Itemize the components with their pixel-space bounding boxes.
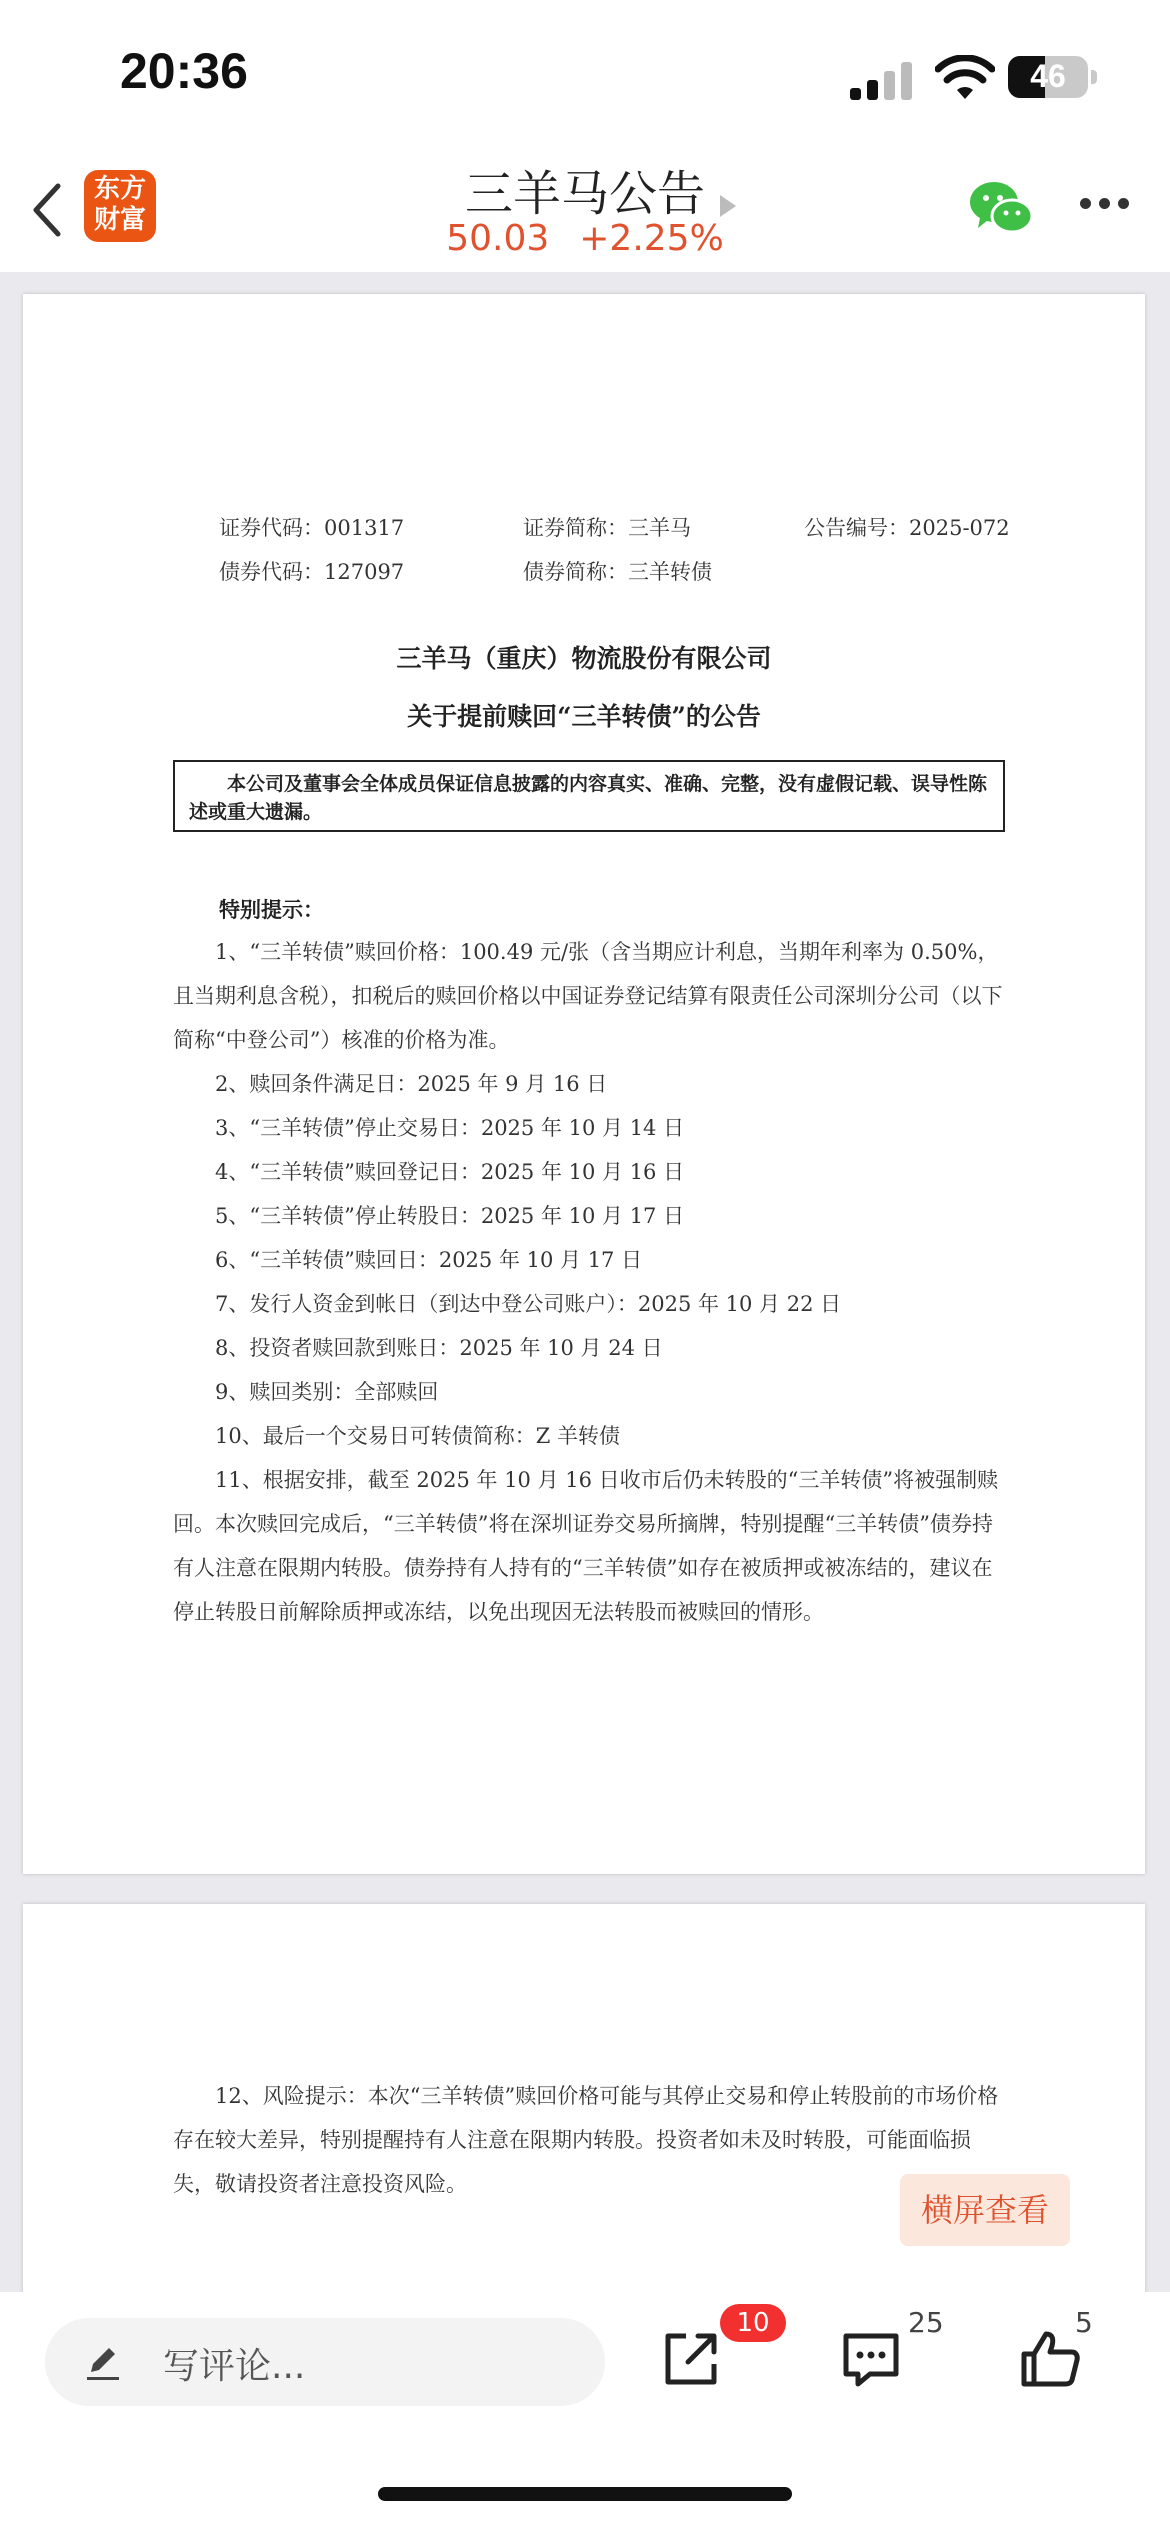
battery-tip [1091,70,1097,84]
notice-items [173,930,1005,1634]
status-time: 20:36 [120,43,248,99]
comment-count: 25 [908,2306,944,2339]
document-viewer[interactable] [0,272,1170,2292]
stock-change: +2.25% [579,218,724,259]
nav-bar [0,150,1170,270]
bond-abbr: 债券简称：三羊转债 [523,560,712,584]
share-icon[interactable] [660,2328,722,2390]
home-indicator[interactable] [378,2487,792,2501]
notice-item: 1、“三羊转债”赎回价格：100.49 元/张（含当期应计利息，当期年利率为 0.50%，且当期利息含税），扣税后的赎回价格以中国证券登记结算有限责任公司深圳分公司（以下简称“中登公司”）核准的价格为准。 [173,940,1003,1052]
more-icon[interactable] [1080,198,1130,212]
notice-item: 3、“三羊转债”停止交易日：2025 年 10 月 14 日 [215,1116,685,1140]
declaration-box: 本公司及董事会全体成员保证信息披露的内容真实、准确、完整，没有虚假记载、误导性陈述或重大遗漏。 [173,760,1005,832]
announcement-title: 关于提前赎回“三羊转债”的公告 [407,702,761,731]
notice-item: 10、最后一个交易日可转债简称：Z 羊转债 [215,1424,620,1448]
special-notice-heading: 特别提示： [219,897,324,922]
like-count: 5 [1075,2306,1093,2339]
company-name: 三羊马（重庆）物流股份有限公司 [396,644,772,673]
stock-code: 证券代码：001317 [219,516,405,540]
notice-item: 2、赎回条件满足日：2025 年 9 月 16 日 [215,1072,608,1096]
battery-icon [1008,56,1088,98]
notice-item: 6、“三羊转债”赎回日：2025 年 10 月 17 日 [215,1248,643,1272]
risk-notice [173,2074,1005,2206]
document-page-1 [23,294,1145,1874]
notice-item: 11、根据安排，截至 2025 年 10 月 16 日收市后仍未转股的“三羊转债”将被强制赎回。本次赎回完成后，“三羊转债”将在深圳证券交易所摘牌，特别提醒“三羊转债”债券持有人注意在限期内转股。债券持有人持有的“三羊转债”如存在被质押或被冻结的，建议在停止转股日前解除质押或冻结，以免出现因无法转股而被赎回的情形。 [173,1468,999,1624]
triangle-right-icon[interactable] [720,195,736,217]
notice-item: 12、风险提示：本次“三羊转债”赎回价格可能与其停止交易和停止转股前的市场价格存在较大差异，特别提醒持有人注意在限期内转股。投资者如未及时转股，可能面临损失，敬请投资者注意投资风险。 [173,2084,999,2196]
signal-icon [850,60,920,100]
notice-item: 7、发行人资金到帐日（到达中登公司账户）：2025 年 10 月 22 日 [215,1292,842,1316]
wifi-icon [935,55,995,101]
pencil-icon [83,2342,123,2382]
comment-input[interactable] [45,2318,605,2406]
notice-item: 4、“三羊转债”赎回登记日：2025 年 10 月 16 日 [215,1160,685,1184]
page-title[interactable]: 三羊马公告 [464,166,705,222]
bond-code: 债券代码：127097 [219,560,405,584]
notice-item: 8、投资者赎回款到账日：2025 年 10 月 24 日 [215,1336,663,1360]
notice-item: 5、“三羊转债”停止转股日：2025 年 10 月 17 日 [215,1204,685,1228]
battery-percent: 46 [1030,58,1066,94]
notice-number: 公告编号：2025-072 [804,516,1010,540]
comment-placeholder: 写评论... [163,2346,306,2387]
status-bar [0,0,1170,150]
stock-abbr: 证券简称：三羊马 [523,516,691,540]
stock-price: 50.03 [446,218,550,259]
wechat-share-icon[interactable] [968,178,1034,238]
logo-line2: 财富 [93,205,146,235]
comment-icon[interactable] [840,2328,902,2390]
share-badge: 10 [720,2304,786,2342]
like-icon[interactable] [1020,2328,1082,2390]
landscape-view-button[interactable]: 横屏查看 [900,2174,1070,2246]
logo-line1: 东方 [93,174,146,204]
notice-item: 9、赎回类别：全部赎回 [215,1380,439,1404]
